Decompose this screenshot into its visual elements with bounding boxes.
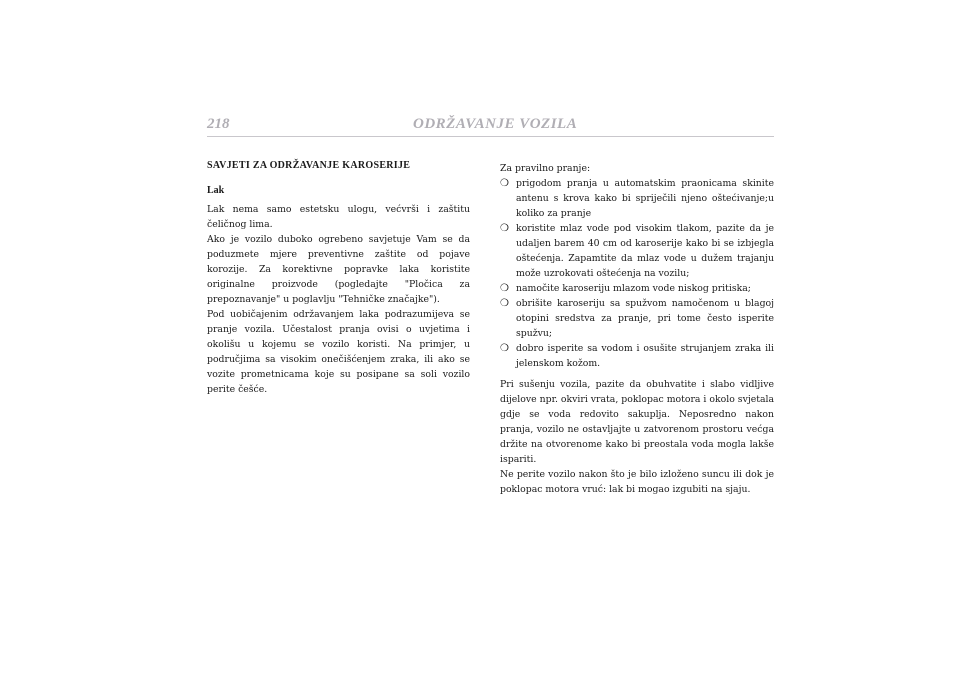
- circle-bullet-icon: ❍: [500, 223, 509, 234]
- list-item-text: obrišite karoseriju sa spužvom namočenom u blagoj otopini sredstva za pranje, pri tome često isperite spužvu;: [516, 298, 774, 339]
- page-number: 218: [207, 116, 230, 132]
- list-item: [500, 176, 774, 221]
- circle-bullet-icon: ❍: [500, 343, 509, 354]
- list-item-text: prigodom pranja u automatskim praonicama skinite antenu s krova kako bi spriječili njeno oštećivanje;u koliko za pranje: [516, 178, 774, 219]
- paragraph: Pri sušenju vozila, pazite da obuhvatite i slabo vidljive dijelove npr. okviri vrata, poklopac motora i okolo svjetala gdje se voda redovito sakuplja. Neposredno nakon pranja, vozilo ne ostavljajte u zatvorenom prostoru većga držite na otvorenome kako bi preostala voda mogla lakše ispariti.: [500, 379, 774, 465]
- left-column: [207, 158, 470, 397]
- list-item: [500, 341, 774, 371]
- paragraph: Pod uobičajenim održavanjem laka podrazumijeva se pranje vozila. Učestalost pranja ovisi o uvjetima i okolišu u kojemu se vozilo koristi. Na primjer, u područjima sa visokim onečišćenjem zraka, ili ako se vozite prometnicama koje su posipane sa soli vozilo perite češće.: [207, 309, 470, 395]
- subsection-title: Lak: [207, 185, 225, 196]
- circle-bullet-icon: ❍: [500, 298, 509, 309]
- header-rule: [207, 136, 774, 137]
- paragraph: Lak nema samo estetsku ulogu, većvrši i zaštitu čeličnog lima.: [207, 204, 470, 230]
- list-item: [500, 281, 774, 296]
- washing-intro: Za pravilno pranje:: [500, 163, 591, 174]
- list-item-text: dobro isperite sa vodom i osušite strujanjem zraka ili jelenskom kožom.: [516, 343, 774, 369]
- washing-steps-list: [500, 176, 774, 371]
- right-column: [500, 161, 774, 497]
- section-title: SAVJETI ZA ODRŽAVANJE KAROSERIJE: [207, 160, 411, 171]
- chapter-title: ODRŽAVANJE VOZILA: [413, 116, 578, 132]
- paragraph: Ako je vozilo duboko ogrebeno savjetuje Vam se da poduzmete mjere preventivne zaštite od pojave korozije. Za korektivne popravke laka koristite originalne proizvode (pogledajte "Pločica za prepoznavanje" u poglavlju "Tehničke značajke").: [207, 234, 470, 305]
- list-item-text: namočite karoseriju mlazom vode niskog pritiska;: [516, 283, 751, 294]
- circle-bullet-icon: ❍: [500, 178, 509, 189]
- list-item: [500, 296, 774, 341]
- circle-bullet-icon: ❍: [500, 283, 509, 294]
- list-item-text: koristite mlaz vode pod visokim tlakom, pazite da je udaljen barem 40 cm od karoserije kako bi se izbjegla oštećenja. Zapamtite da mlaz vode u dužem trajanju može uzrokovati oštećenja na vozilu;: [516, 223, 774, 279]
- list-item: [500, 221, 774, 281]
- paragraph: Ne perite vozilo nakon što je bilo izloženo suncu ili dok je poklopac motora vruć: lak bi mogao izgubiti na sjaju.: [500, 469, 774, 495]
